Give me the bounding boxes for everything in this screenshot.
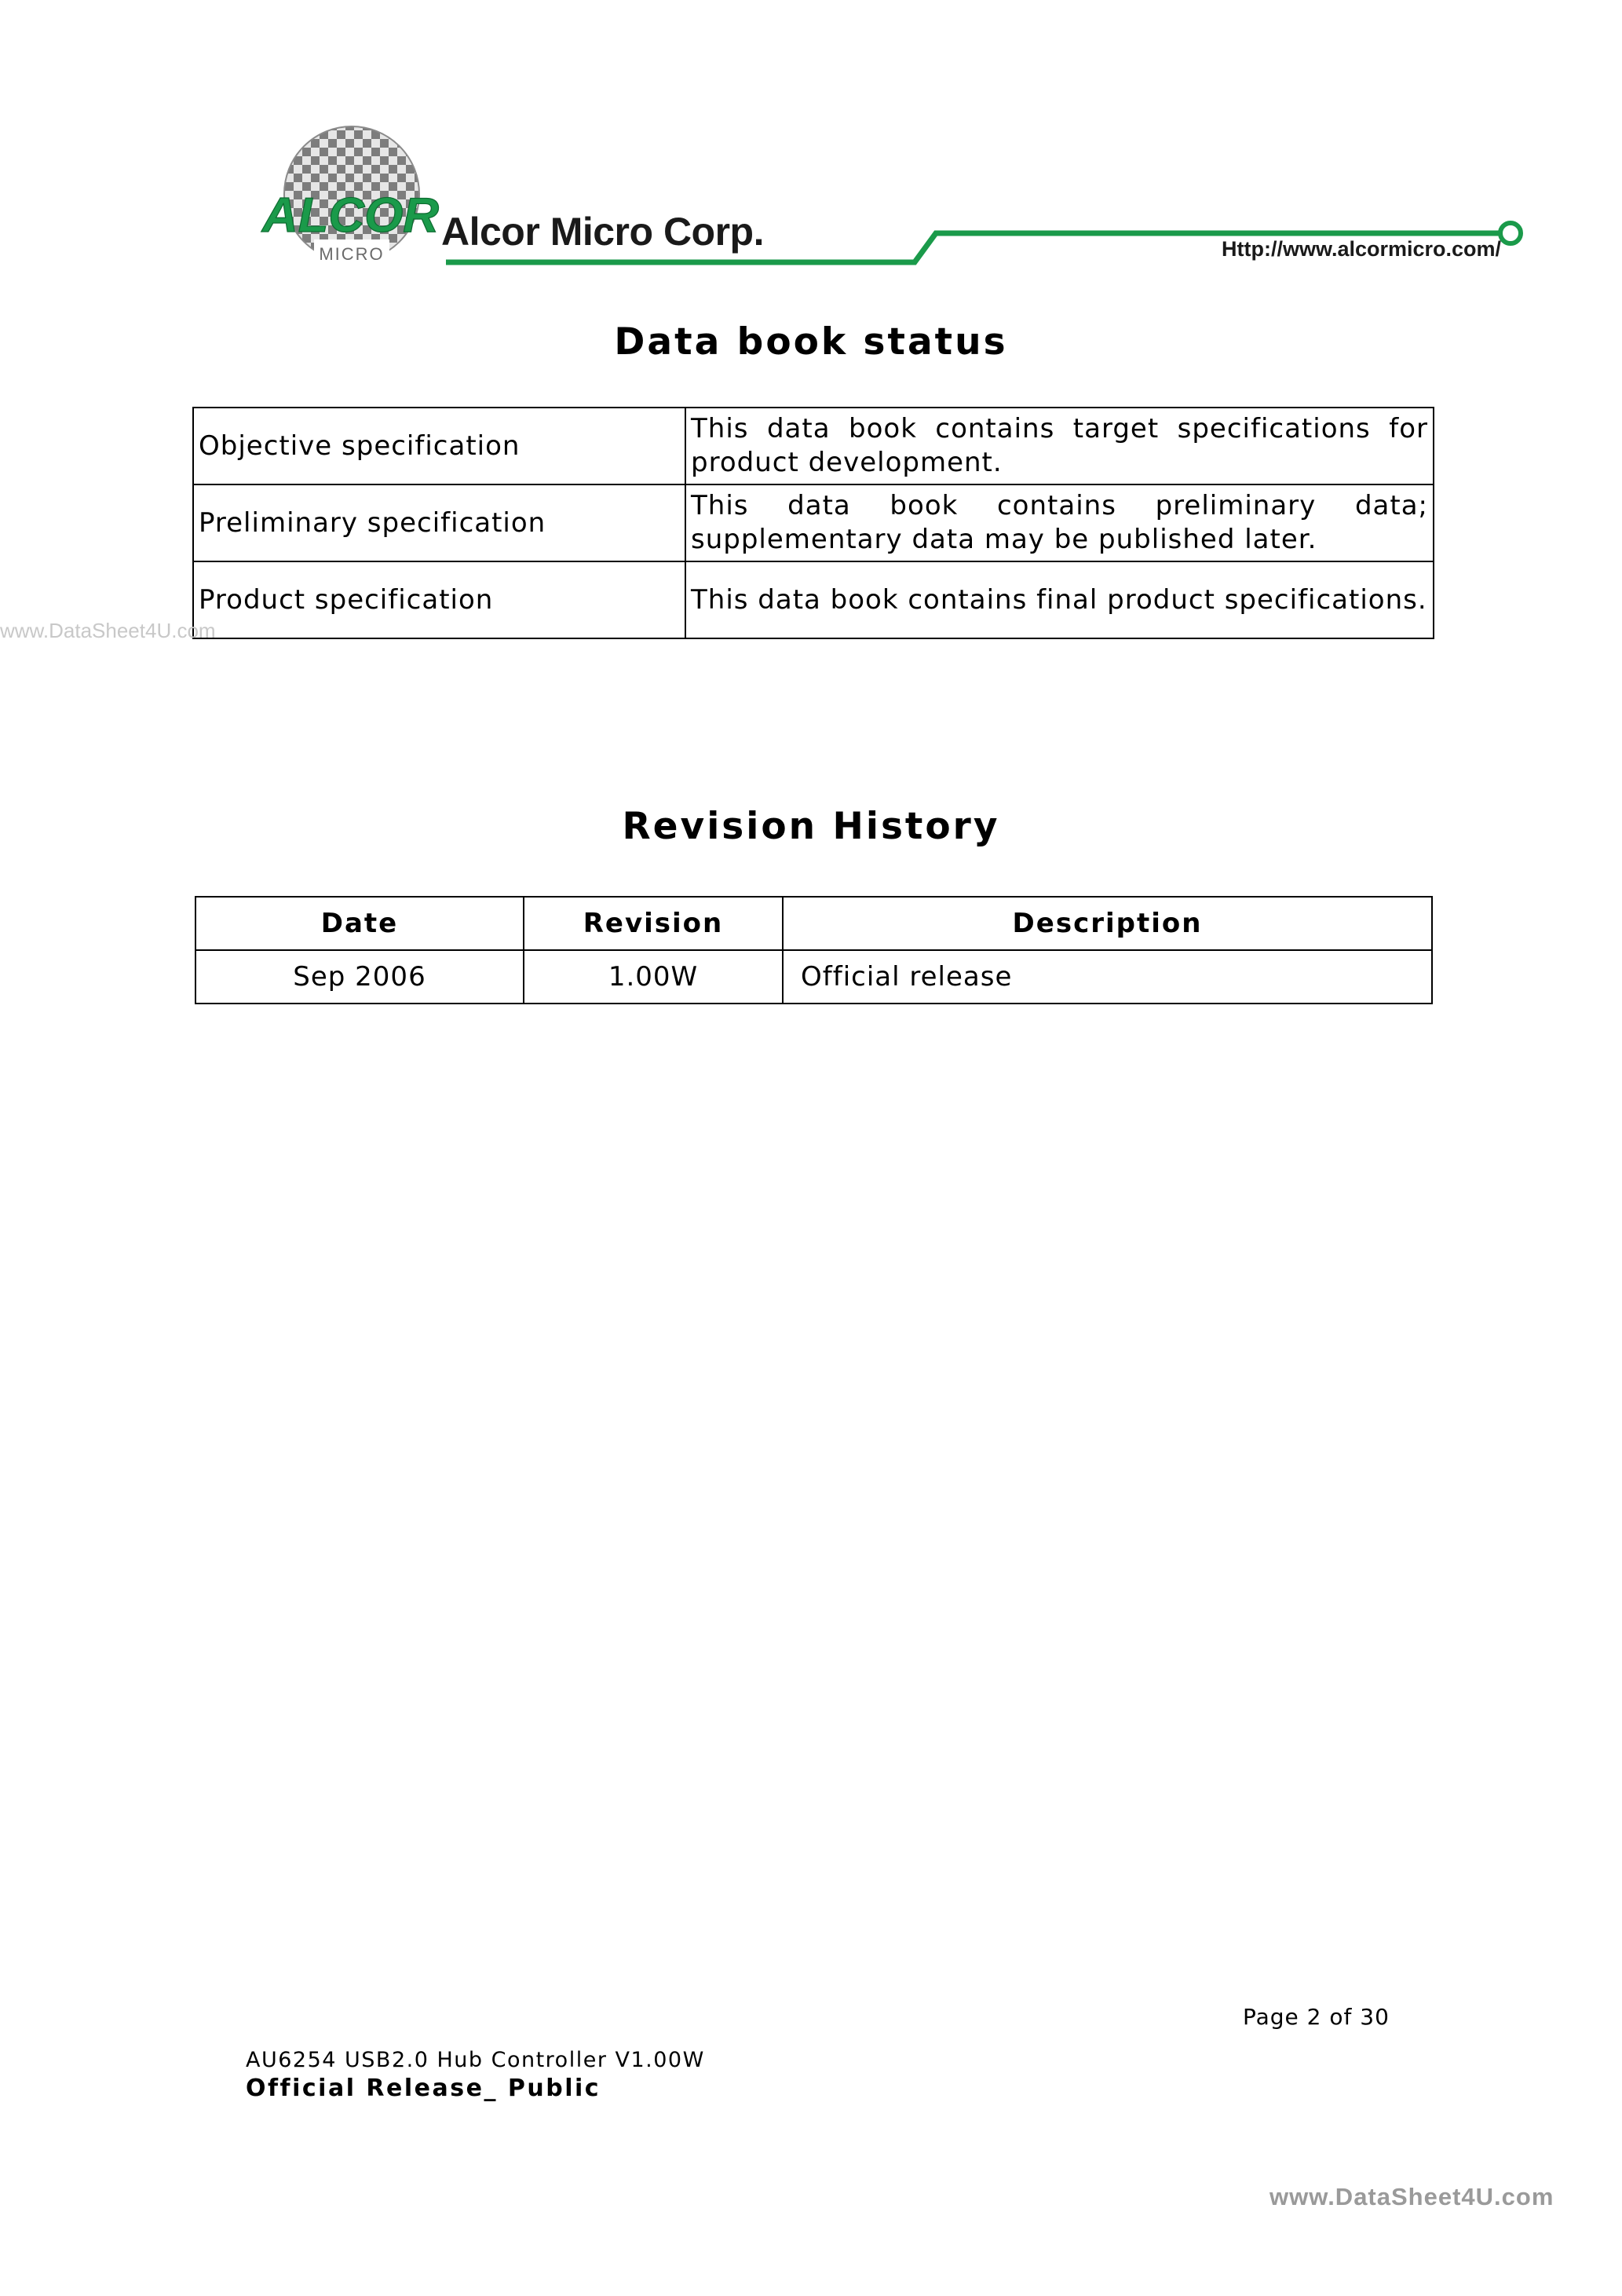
status-label: Product specification	[193, 561, 685, 638]
page-number: Page 2 of 30	[1243, 2004, 1390, 2030]
status-label: Objective specification	[193, 408, 685, 484]
table-row	[193, 408, 1434, 484]
status-description: This data book contains preliminary data; supplementary data may be published later.	[685, 484, 1434, 561]
revision-section-title: Revision History	[622, 805, 1000, 848]
company-name: Alcor Micro Corp.	[441, 210, 764, 254]
revision-number: 1.00W	[524, 950, 783, 1004]
column-header-date: Date	[195, 897, 524, 950]
company-logo-graphic	[259, 122, 448, 271]
status-description: This data book contains target specifications for product development.	[685, 408, 1434, 484]
revision-date: Sep 2006	[195, 950, 524, 1004]
status-section-title: Data book status	[614, 320, 1008, 364]
document-status: Official Release_ Public	[246, 2075, 601, 2102]
status-label: Preliminary specification	[193, 484, 685, 561]
table-row	[193, 561, 1434, 638]
company-url[interactable]: Http://www.alcormicro.com/	[1222, 237, 1502, 261]
document-title: AU6254 USB2.0 Hub Controller V1.00W	[246, 2048, 705, 2072]
status-description: This data book contains final product specifications.	[685, 561, 1434, 638]
revision-table	[195, 896, 1433, 1004]
logo-subtext: MICRO	[319, 244, 385, 264]
column-header-revision: Revision	[524, 897, 783, 950]
table-row	[193, 484, 1434, 561]
watermark-left: www.DataSheet4U.com	[0, 619, 216, 642]
revision-description: Official release	[783, 950, 1432, 1004]
company-logo	[259, 122, 448, 271]
status-table	[192, 407, 1434, 639]
table-header-row	[195, 897, 1432, 950]
logo-wordmark: ALCOR	[260, 188, 440, 243]
watermark-bottom[interactable]: www.DataSheet4U.com	[1269, 2183, 1554, 2210]
table-row	[195, 950, 1432, 1004]
column-header-description: Description	[783, 897, 1432, 950]
